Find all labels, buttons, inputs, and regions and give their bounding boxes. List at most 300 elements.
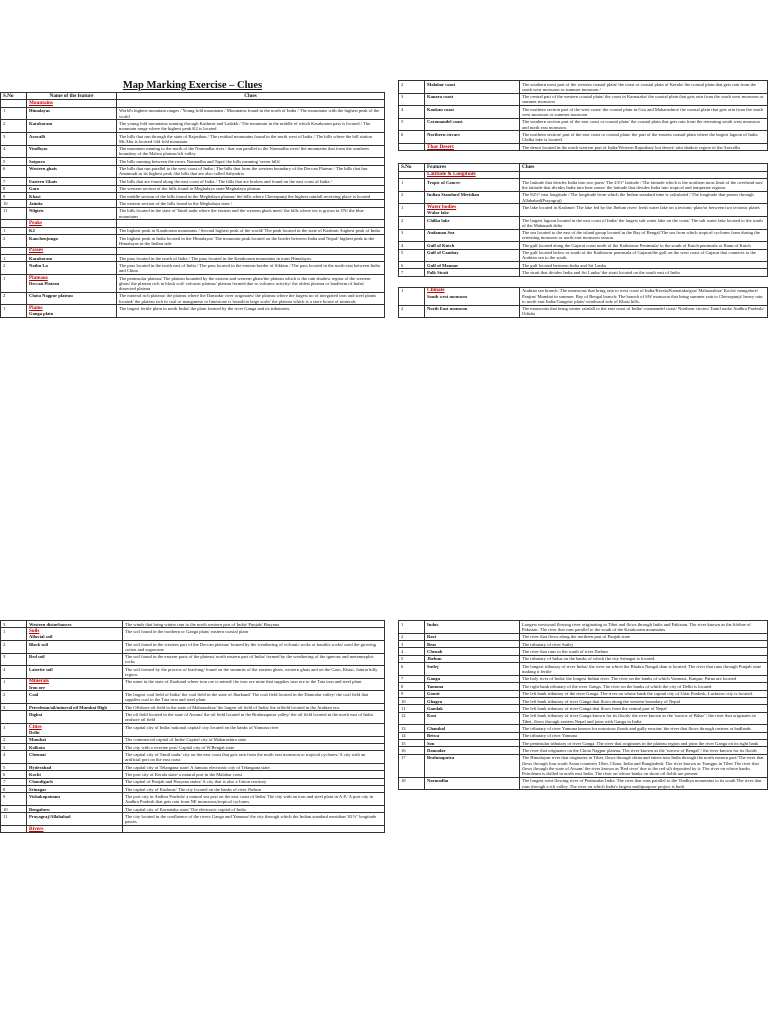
table-row xyxy=(1,806,385,813)
table-body-2a xyxy=(399,81,768,151)
feature-name: Iron ore xyxy=(29,684,46,690)
feature-name-cell xyxy=(27,247,117,254)
feature-name: Ganga plain xyxy=(29,311,54,317)
section-heading: Soils xyxy=(29,627,40,634)
table-row xyxy=(399,171,768,178)
table-row xyxy=(1,247,385,254)
feature-name-cell xyxy=(27,653,123,666)
row-number: 3 xyxy=(1,653,27,666)
row-number: 3 xyxy=(1,703,27,710)
feature-name: Jaintia xyxy=(29,200,43,206)
row-number: 1 xyxy=(1,107,27,120)
row-number: 7 xyxy=(1,778,27,785)
clue-text: The tributary of Indus on the banks of which the city Srinagar is located. xyxy=(520,655,768,662)
feature-name-cell xyxy=(425,171,520,178)
clue-text: The winds that bring winter rain to the north western part of India/ Punjab/ Haryana xyxy=(123,621,385,628)
clue-text: Arabian sea branch: The monsoons that bring rain to west coast of India/Kerala/Karnataka/goa/ Maharashtra/ Kochi/ mangalore/ Panjim/ Mumbai in summer. Bay of Bengal branch: The branch of SW monsoon that bring summer rain to Cherrapunji/ heavy rain to north east India/Gangetic plain/ windward side of Khasi hills. xyxy=(520,287,768,305)
clue-text: The hills that run through the state of Rajasthan / The residual mountains found in the north west of India / The hills where the hill station Mt.Abu is located /old fold mountain xyxy=(117,132,385,145)
feature-name: Jhelum xyxy=(427,656,442,662)
feature-name-cell xyxy=(27,751,123,764)
table-row xyxy=(1,653,385,666)
clues-table-1 xyxy=(0,92,385,318)
feature-name-cell xyxy=(425,621,520,634)
clue-text: The hills running between the rivers Narmadha and Tapti/ the hills meaning 'seven hills' xyxy=(117,158,385,165)
table-row xyxy=(399,747,768,754)
table-row xyxy=(1,255,385,262)
feature-name: Black soil xyxy=(29,641,49,647)
feature-name-cell xyxy=(425,640,520,647)
clue-text: The western section of the hills found in Meghalaya state/Meghalaya plateau xyxy=(117,185,385,192)
feature-name-cell xyxy=(425,191,520,204)
feature-name-cell xyxy=(425,777,520,790)
clue-text xyxy=(123,826,385,833)
feature-name: North East monsoon xyxy=(427,306,468,312)
table-row xyxy=(1,100,385,107)
feature-name: Damodar xyxy=(427,748,446,754)
section-heading: Latitude & Longitude xyxy=(427,171,476,178)
table-row xyxy=(399,640,768,647)
row-number: 11 xyxy=(399,705,425,712)
header-clues: Clues xyxy=(520,164,768,171)
feature-name-cell xyxy=(425,663,520,676)
clue-text: Longest westward flowing river originating in Tibet and flows through India and Pakistan. The river known as the lifeline of Pakistan. The river that runs parallel to the south of the Karakoram mountains xyxy=(520,621,768,634)
clue-text: The oil field located in the state of Assam/ the oil field located in the Brahmaputra valley/ the oil field located in the north east of India onshore oil field xyxy=(123,711,385,724)
clue-text: The longest west flowing river of Peninsular India. The river that runs parallel to the Vindhya mountains to its south The river that runs through a rift valley. The river on which India's largest multipurpose project is built xyxy=(520,777,768,790)
section-heading: Mountains xyxy=(29,99,53,106)
row-number: 14 xyxy=(399,732,425,739)
table-row xyxy=(1,711,385,724)
feature-name-cell xyxy=(425,269,520,276)
clue-text: The river that runs to the south of river Jhelum xyxy=(520,648,768,655)
feature-name: Srinagar xyxy=(29,786,47,792)
feature-name-cell xyxy=(425,249,520,262)
feature-name: Gandak xyxy=(427,705,443,711)
section-heading: Passes xyxy=(29,247,44,254)
row-number xyxy=(399,171,425,178)
feature-name-cell xyxy=(425,754,520,777)
table-row xyxy=(1,691,385,704)
table-row xyxy=(1,158,385,165)
feature-name: Palk Strait xyxy=(427,270,449,276)
feature-name-cell xyxy=(425,242,520,249)
row-number: 11 xyxy=(1,813,27,826)
table-row xyxy=(1,771,385,778)
clue-text: The capital of Punjab and Haryana states/ A city that is also a Union territory xyxy=(123,778,385,785)
row-number: 6 xyxy=(399,262,425,269)
clue-text: The peninsular tributary of river Ganga. The river that originates in the plateau region and joins the river Ganga on its right bank xyxy=(520,740,768,747)
feature-name: Narmadha xyxy=(427,778,449,784)
feature-name: Prayagraj/Allahabad xyxy=(29,814,71,820)
table-row xyxy=(1,145,385,158)
clue-text: The capital city of Kashmir/ The city located on the banks of river Jhelum xyxy=(123,786,385,793)
feature-name-cell xyxy=(425,712,520,725)
feature-name: Gulf of Kutch xyxy=(427,242,455,248)
feature-name-cell xyxy=(425,287,520,305)
row-number: 3 xyxy=(399,93,425,106)
clue-text: The 82½° east longitude / The longitude from which the Indian standard time is calculated / The longitude that passes through Allahabad(Prayagraj) xyxy=(520,191,768,204)
feature-name: Deccan Plateau xyxy=(29,280,60,286)
row-number: 5 xyxy=(1,158,27,165)
clue-text: The soil found in the northern or Ganga plain/ eastern coastal plain xyxy=(123,628,385,641)
clue-text: World's highest mountain ranges / Young fold mountains / Mountains found in the north of India / The mountains with the highest peak of the world xyxy=(117,107,385,120)
clue-text: The gulf located along the Gujarat coast north of the Kathiawar Peninsula/ to the south of Kutch peninsula or Rann of Kutch xyxy=(520,242,768,249)
feature-name-cell xyxy=(27,778,123,785)
feature-name: Delhi xyxy=(29,729,40,735)
table-row xyxy=(399,740,768,747)
clue-text: The pass located in the north of India / The pass located in the Karakoram mountains in trans Himalayas. xyxy=(117,255,385,262)
table-header-row xyxy=(1,93,385,100)
row-number xyxy=(1,826,27,833)
clue-text: The sea located to the east of the island group located in the Bay of Bengal/The sea from which tropical cyclones form during the retreating monsoon or north east monsoon season. xyxy=(520,229,768,242)
feature-name: Bengaluru xyxy=(29,806,50,812)
clue-text: The right bank tributary of the river Ganga. The river on the banks of which the city of Delhi is located. xyxy=(520,683,768,690)
feature-name: Ganga xyxy=(427,676,441,682)
row-number: 3 xyxy=(1,743,27,750)
clue-text: The latitude that divides India into two parts/ The 23½° latitude / The latitude which is the northern most limit of the overhead sun/ the latitude that divides India into heat zones/ the latitude that divides India into tropical and temperate regions xyxy=(520,179,768,192)
row-number: 4 xyxy=(1,751,27,764)
feature-name-cell xyxy=(27,132,117,145)
page-title: Map Marking Exercise – Clues xyxy=(122,80,263,91)
clue-text: The southern section part of the east coast or coastal plain/ the coastal plain that gets rain from the retreating south west monsoon and north east monsoon. xyxy=(520,118,768,131)
row-number: 9 xyxy=(399,690,425,697)
feature-name-cell xyxy=(27,120,117,133)
table-row xyxy=(1,736,385,743)
row-number: 7 xyxy=(1,178,27,185)
feature-name-cell xyxy=(27,227,117,234)
section-heading: Peaks xyxy=(29,219,42,226)
row-number: 1 xyxy=(1,678,27,691)
clue-text: The capital city of Karnataka state/ The electronic capital of India xyxy=(123,806,385,813)
table-row xyxy=(399,697,768,704)
feature-name-cell xyxy=(27,826,123,833)
feature-name-cell xyxy=(425,633,520,640)
feature-name: Aravalli xyxy=(29,133,46,139)
feature-name-cell xyxy=(425,131,520,144)
feature-name-cell xyxy=(425,683,520,690)
table-row xyxy=(1,107,385,120)
row-number: 2 xyxy=(399,191,425,204)
clue-text: The strait that divides India and Sri Lanka/ the strait located on the south east of India xyxy=(520,269,768,276)
feature-name: Laterite soil xyxy=(29,666,53,672)
row-number: 2 xyxy=(1,691,27,704)
feature-name-cell xyxy=(425,705,520,712)
table-row xyxy=(1,120,385,133)
row-number xyxy=(1,711,27,724)
feature-name: Garo xyxy=(29,186,40,192)
feature-name-cell xyxy=(27,178,117,185)
row-number: 3 xyxy=(399,640,425,647)
feature-name-cell xyxy=(27,621,123,628)
table-row xyxy=(1,826,385,833)
row-number: 9 xyxy=(1,793,27,806)
table-row xyxy=(399,305,768,318)
clue-text: The hills located in the state of Tamil nadu where the eastern and the western ghats meet/ the hills where tea is grown in TN/ the blue mountains xyxy=(117,207,385,220)
row-number: 11 xyxy=(1,207,27,220)
clue-text: The mountain running to the north of the Narmadha river / that run parallel to the Narmadha river/ the mountains that form the southern boundary of the Malwa plateau/rift valley xyxy=(117,145,385,158)
clue-text: The soil found in the western part of the Deccan plateau/ formed by the weathering of volcanic rocks or basaltic rocks/ used the growing cotton and sugarcane xyxy=(123,640,385,653)
clue-text: The longest tributary of river Indus/ the river on which the Bhakra Nangal dam is located. The river that runs through Punjab state making it fertile xyxy=(520,663,768,676)
table-row xyxy=(1,743,385,750)
feature-name-cell xyxy=(425,81,520,94)
table-row xyxy=(1,621,385,628)
feature-name-cell xyxy=(425,305,520,318)
row-number: 3 xyxy=(1,132,27,145)
table-row xyxy=(1,207,385,220)
clue-text: The left bank tributary of river Ganga that flows from the central part of Nepal xyxy=(520,705,768,712)
table-row xyxy=(399,712,768,725)
clue-text: The capital city of Tamil nadu/ city on the east coast that gets rain from the north east monsoon or tropical cyclones/ A city with an artificial port on the east coast xyxy=(123,751,385,764)
feature-name: Kochi xyxy=(29,771,41,777)
row-number: 17 xyxy=(399,754,425,777)
feature-name-cell xyxy=(425,690,520,697)
header-sno: S.No xyxy=(1,93,27,100)
feature-name-cell xyxy=(27,185,117,192)
table-row xyxy=(1,132,385,145)
clue-text xyxy=(117,100,385,107)
row-number: 10 xyxy=(1,806,27,813)
row-number: 4 xyxy=(399,242,425,249)
clue-text: The soil found in the eastern parts of the plateau/ north eastern part of India/ formed by the weathering of the igneous and metamorphic rocks xyxy=(123,653,385,666)
table-row xyxy=(1,305,385,318)
feature-name-cell xyxy=(27,158,117,165)
table-row xyxy=(399,633,768,640)
table-row xyxy=(1,786,385,793)
row-number: 1 xyxy=(399,204,425,217)
row-number: 13 xyxy=(399,725,425,732)
feature-name-cell xyxy=(27,235,117,248)
row-number: 1 xyxy=(1,628,27,641)
row-number: 9 xyxy=(1,192,27,199)
row-number: 2 xyxy=(399,305,425,318)
table-body-3 xyxy=(1,621,385,833)
feature-name-cell xyxy=(27,813,123,826)
row-number: 7 xyxy=(399,675,425,682)
feature-name: Karakoram xyxy=(29,255,53,261)
feature-name-cell xyxy=(27,678,123,691)
row-number: 4 xyxy=(399,648,425,655)
table-row xyxy=(1,292,385,305)
table-row xyxy=(399,106,768,119)
table-row xyxy=(399,690,768,697)
row-number: 1 xyxy=(399,287,425,305)
clue-text: The highest peak in Karakoram mountains / Second highest peak of the world/ The peak located in the state of Kashmir /highest peak of India xyxy=(117,227,385,234)
table-row xyxy=(1,192,385,199)
header-sno: S.No xyxy=(399,164,425,171)
table-row xyxy=(399,705,768,712)
section-heading: Climate xyxy=(427,287,445,294)
table-row xyxy=(399,204,768,217)
row-number: 3 xyxy=(1,621,27,628)
clue-text xyxy=(117,220,385,227)
row-number: 2 xyxy=(1,262,27,275)
feature-name-cell xyxy=(27,763,123,770)
row-number: 1 xyxy=(1,255,27,262)
row-number: 5 xyxy=(399,118,425,131)
table-row xyxy=(1,678,385,691)
table-row xyxy=(1,763,385,770)
feature-name: Eastern Ghats xyxy=(29,178,58,184)
feature-name-cell xyxy=(425,262,520,269)
clue-text: The soil formed by the process of leaching/ found on the summits of the eastern ghats, western ghats and on the Garo, Khasi, Jaintia hilly region. xyxy=(123,666,385,679)
clues-table-3 xyxy=(0,620,385,833)
table-row xyxy=(1,628,385,641)
clues-table-2b xyxy=(398,163,768,277)
feature-name-cell xyxy=(425,93,520,106)
feature-name: Yamuna xyxy=(427,683,444,689)
table-row xyxy=(399,655,768,662)
feature-name-cell xyxy=(27,793,123,806)
table-row xyxy=(399,118,768,131)
row-number: 18 xyxy=(399,777,425,790)
feature-name: Coramandel coast xyxy=(427,119,463,125)
feature-name-cell xyxy=(27,640,123,653)
table-body-1 xyxy=(1,100,385,318)
feature-name: Indus xyxy=(427,621,439,627)
clue-text: The capital city of Telangana state/ A famous electronic city of Telangana state. xyxy=(123,763,385,770)
row-number xyxy=(1,247,27,254)
row-number: 7 xyxy=(399,269,425,276)
row-number: 5 xyxy=(399,249,425,262)
feature-name: Karakoram xyxy=(29,120,53,126)
feature-name: Western ghats xyxy=(29,166,57,172)
feature-name: Andaman Sea xyxy=(427,230,455,236)
feature-name-cell xyxy=(425,648,520,655)
feature-name-cell xyxy=(27,165,117,178)
feature-name-cell xyxy=(425,675,520,682)
row-number: 2 xyxy=(1,736,27,743)
table-row xyxy=(399,777,768,790)
clue-text: The capital city of India/ national capital/ city located on the banks of Yamuna river xyxy=(123,723,385,736)
row-number: 2 xyxy=(399,81,425,94)
clue-text: The gulf located between India and Sri Lanka xyxy=(520,262,768,269)
feature-name-cell xyxy=(425,216,520,229)
feature-name-cell xyxy=(27,743,123,750)
row-number: 2 xyxy=(399,216,425,229)
table-row xyxy=(1,723,385,736)
clue-text: The central part of the western coastal plain/ the coast in Karnataka/ the coastal plain that gets rain from the south west monsoon or summer monsoon xyxy=(520,93,768,106)
row-number: 4 xyxy=(1,666,27,679)
table-row xyxy=(399,725,768,732)
feature-name: Western disturbances xyxy=(29,621,72,627)
clue-text: The tributary of river Yamuna known for notorious floods and gully erosion/ the river that flows through ravines or badlands xyxy=(520,725,768,732)
feature-name: Beas xyxy=(427,641,437,647)
table-body-2b xyxy=(399,171,768,276)
feature-name: Konkan coast xyxy=(427,106,454,112)
feature-name: Kanchenjunga xyxy=(29,235,58,241)
clue-text: The tributary of river Yamuna xyxy=(520,732,768,739)
feature-name-cell xyxy=(27,207,117,220)
row-number: 1 xyxy=(399,621,425,634)
row-number: 2 xyxy=(1,640,27,653)
table-row xyxy=(399,216,768,229)
row-number: 6 xyxy=(399,663,425,676)
page-panel-mountains xyxy=(0,80,385,470)
feature-name-cell xyxy=(27,305,117,318)
table-row xyxy=(1,200,385,207)
feature-name-cell xyxy=(27,292,117,305)
clue-text: The tributary of river Sutlej xyxy=(520,640,768,647)
feature-name: Chambal xyxy=(427,725,446,731)
header-features: Features xyxy=(425,164,520,171)
feature-name: Sutlej xyxy=(427,663,439,669)
feature-name: Mumbai xyxy=(29,737,46,743)
clue-text: The city located in the confluence of the rivers Ganga and Yamuna/ the city through which the Indian standard meridian/ 82½° longitude passes xyxy=(123,813,385,826)
feature-name: Alluvial soil xyxy=(29,634,53,640)
table-row xyxy=(1,235,385,248)
feature-name-cell xyxy=(425,697,520,704)
clue-text: The left bank tributary of river Ganga known for its floods/ the river known as the 'sorrow of Bihar' / the river that originates in Tibet, flows through eastern Nepal and joins with Ganga in India xyxy=(520,712,768,725)
table-row xyxy=(1,178,385,185)
clue-text: The hills that are found along the east coast of India / The hills that are broken and found on the east coast of India / xyxy=(117,178,385,185)
row-number: 5 xyxy=(399,655,425,662)
feature-name-cell xyxy=(27,275,117,293)
feature-name: Chenab xyxy=(427,648,443,654)
clue-text: The largest fertile plain in north India/ the plain formed by the river Ganga and its tributaries. xyxy=(117,305,385,318)
row-number: 12 xyxy=(399,712,425,725)
header-feature: Name of the feature xyxy=(27,93,117,100)
feature-name: South west monsoon xyxy=(427,293,468,299)
row-number xyxy=(1,220,27,227)
feature-name-cell xyxy=(425,732,520,739)
feature-name: Vishakapatnam xyxy=(29,794,60,800)
table-row xyxy=(399,191,768,204)
feature-name-cell xyxy=(27,736,123,743)
clue-text: The mineral rich plateau/ the plateau where the Damodar river originates/ the plateau where the largest no of integrated iron and steel plants located/ the plateau rich in coal or manganese or limestone is found/on large scale/ the plateau which is a store house of minerals xyxy=(117,292,385,305)
row-number: 2 xyxy=(1,120,27,133)
section-heading: Water bodies xyxy=(427,203,457,210)
table-row xyxy=(1,640,385,653)
table-row xyxy=(1,227,385,234)
row-number: 16 xyxy=(399,747,425,754)
table-row xyxy=(399,242,768,249)
feature-name-cell xyxy=(425,118,520,131)
row-number: 8 xyxy=(1,786,27,793)
feature-name-cell xyxy=(27,220,117,227)
row-number: 4 xyxy=(399,106,425,119)
feature-name: Chilka lake xyxy=(427,217,450,223)
feature-name: Tropic of Cancer xyxy=(427,179,461,185)
clue-text: The eastern section of the hills found in the Meghalaya state / xyxy=(117,200,385,207)
feature-name: Himalayas xyxy=(29,108,50,114)
feature-name-cell xyxy=(425,740,520,747)
table-row xyxy=(399,648,768,655)
clue-text: The pass located in the north east of India / The pass located in the eastern border of Sikkim / The pass located in the north east between India and China xyxy=(117,262,385,275)
clue-text: The Offshore oil field in the state of Maharashtra/ the largest oil field of India/ the oilfield located in the Arabian sea. xyxy=(123,703,385,710)
clue-text: The commercial capital of India/ Capital city of Maharashtra state xyxy=(123,736,385,743)
clues-table-2c xyxy=(398,287,768,318)
clue-text: The highest peak in India located in the Himalayas/ The mountain peak located on the border between India and Nepal/ highest peak in the Himalayas in the Indian side xyxy=(117,235,385,248)
row-number xyxy=(1,100,27,107)
table-row xyxy=(1,165,385,178)
feature-name-cell xyxy=(27,628,123,641)
feature-name-cell xyxy=(425,204,520,217)
table-row xyxy=(399,269,768,276)
feature-name-cell xyxy=(425,655,520,662)
clue-text: The left bank tributary of the river Ganga. The river on whose bank the capital city of Uttar Pradesh, Lucknow city is located. xyxy=(520,690,768,697)
feature-name-cell xyxy=(27,255,117,262)
page-panel-soils-cities xyxy=(0,620,385,1024)
row-number: 8 xyxy=(1,185,27,192)
table-row xyxy=(1,666,385,679)
feature-name-cell xyxy=(27,771,123,778)
table-row xyxy=(1,793,385,806)
page-panel-coasts xyxy=(398,80,768,465)
feature-name: Kolkota xyxy=(29,744,45,750)
feature-name: Vindhyas xyxy=(29,146,48,152)
table-row xyxy=(399,675,768,682)
feature-name: Indian Standard Meridian xyxy=(427,192,480,198)
feature-name-cell xyxy=(425,106,520,119)
